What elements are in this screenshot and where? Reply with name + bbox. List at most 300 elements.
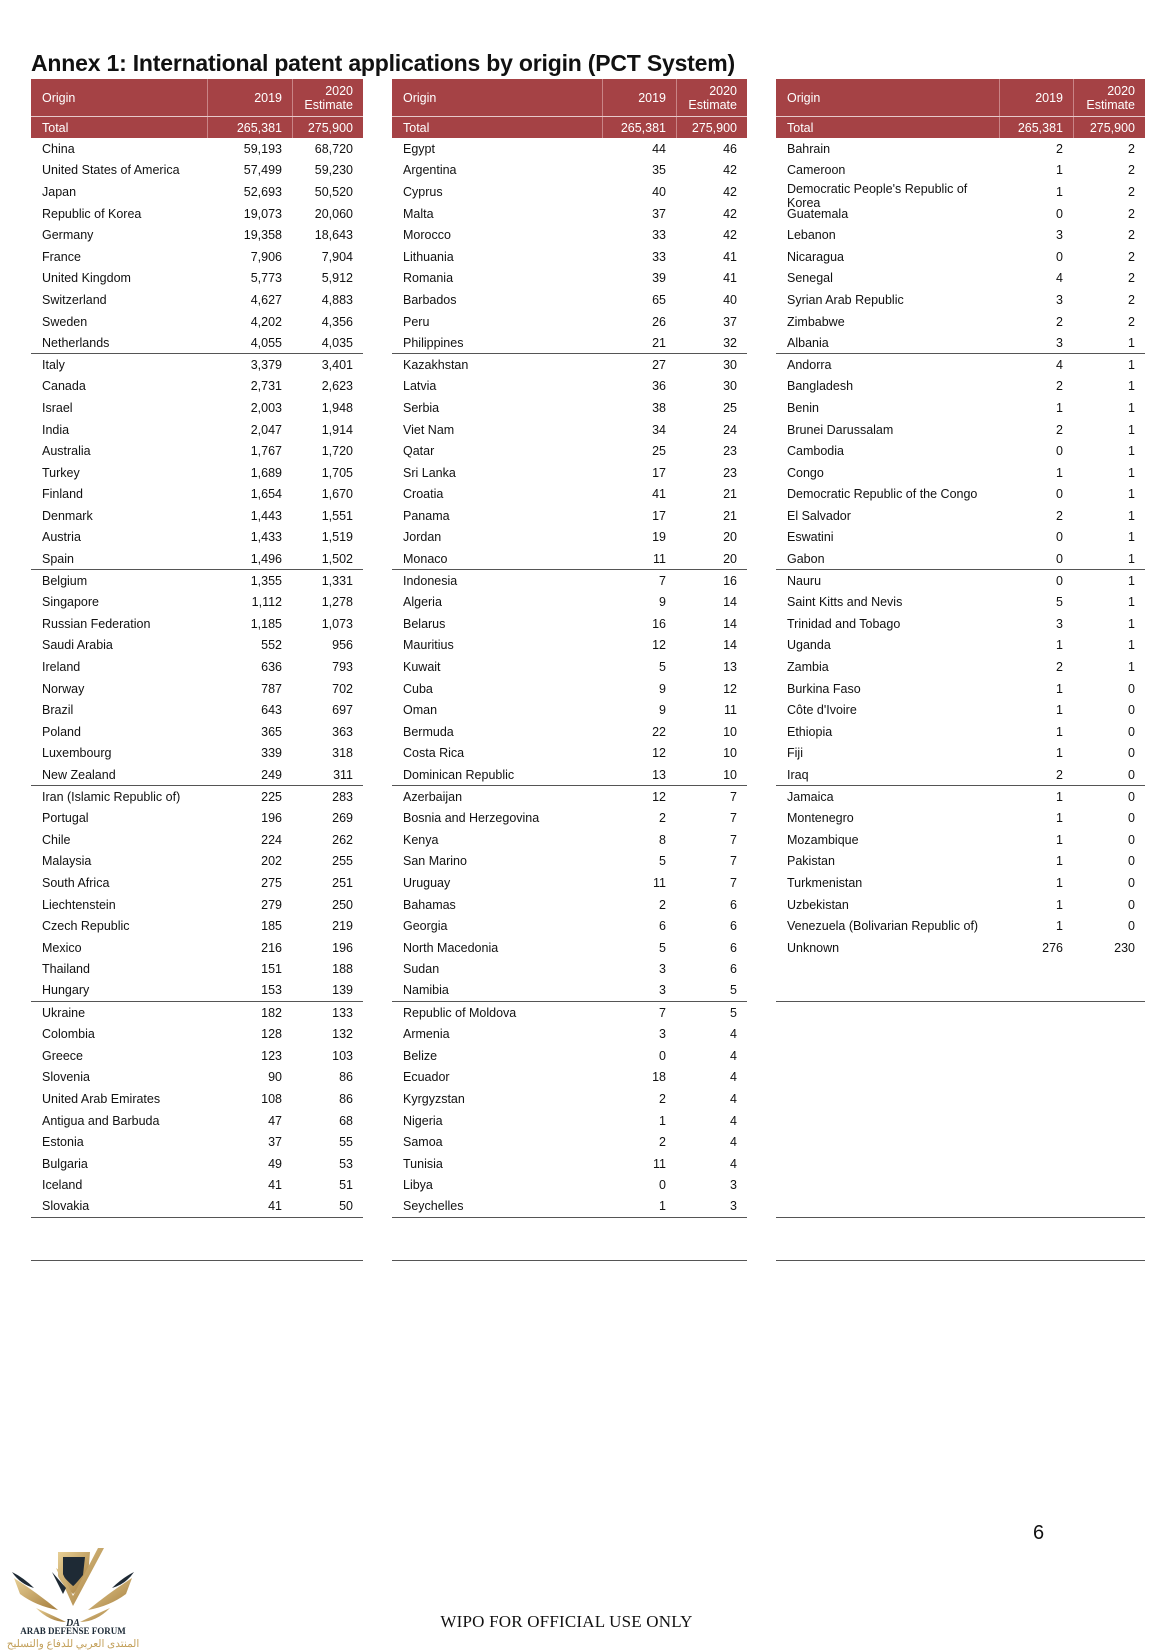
table-row	[31, 484, 363, 506]
table-row	[776, 354, 1145, 376]
cell-2020-estimate: 0	[1128, 854, 1135, 869]
cell-2020-estimate: 6	[730, 919, 737, 934]
cell-origin: Senegal	[787, 271, 833, 286]
cell-2019: 2	[1056, 141, 1063, 156]
table-row	[776, 203, 1145, 225]
cell-origin: Netherlands	[42, 335, 110, 350]
cell-2019: 1	[1056, 854, 1063, 869]
table-row	[776, 440, 1145, 462]
cell-2019: 1	[1056, 811, 1063, 826]
cell-origin: Bahamas	[403, 897, 456, 912]
table-row	[392, 764, 747, 786]
cell-2020-estimate: 363	[332, 724, 353, 739]
table-row	[31, 1002, 363, 1024]
cell-2019: 196	[261, 811, 282, 826]
cell-2019: 0	[1056, 573, 1063, 588]
column-header-2020-estimate: Estimate	[304, 97, 353, 112]
table-row	[31, 570, 363, 592]
cell-2020-estimate: 4	[730, 1070, 737, 1085]
cell-2019: 3	[1056, 335, 1063, 350]
cell-2019: 5,773	[250, 271, 282, 286]
cell-origin: Dominican Republic	[403, 767, 515, 782]
table-row	[392, 1218, 747, 1240]
table-row	[31, 656, 363, 678]
cell-2019: 44	[652, 141, 666, 156]
table-row	[31, 743, 363, 765]
table-row	[392, 224, 747, 246]
cell-2019: 39	[652, 271, 666, 286]
table-row	[776, 591, 1145, 613]
table-row	[392, 160, 747, 182]
cell-origin: Colombia	[42, 1027, 95, 1042]
table-row	[776, 1239, 1145, 1261]
cell-2020-estimate: 1	[1128, 335, 1135, 350]
cell-origin: Republic of Moldova	[403, 1005, 517, 1020]
table-row	[776, 980, 1145, 1002]
table-3	[776, 79, 1145, 1261]
cell-origin: Antigua and Barbuda	[42, 1113, 160, 1128]
cell-2019: 2,003	[250, 400, 282, 415]
cell-2020-estimate: 53	[339, 1156, 353, 1171]
table-row	[31, 397, 363, 419]
cell-origin: India	[42, 422, 70, 437]
cell-origin: Bangladesh	[787, 379, 854, 394]
cell-2020-estimate: 6	[730, 897, 737, 912]
cell-2019: 5	[1056, 595, 1063, 610]
cell-origin: Romania	[403, 271, 454, 286]
cell-origin: Luxembourg	[42, 746, 112, 761]
cell-origin: Cambodia	[787, 444, 844, 459]
table-row	[31, 1110, 363, 1132]
column-header-2019: 2019	[602, 79, 676, 116]
cell-2019: 19,358	[243, 228, 282, 243]
cell-origin: Latvia	[403, 379, 437, 394]
column-header-2020-estimate: Estimate	[688, 97, 737, 112]
table-header	[31, 79, 363, 117]
cell-2019: 276	[1042, 940, 1063, 955]
cell-origin: Sudan	[403, 962, 440, 977]
cell-2019: 108	[261, 1091, 282, 1106]
cell-2020-estimate: 4	[730, 1091, 737, 1106]
cell-2020-estimate: 311	[333, 767, 353, 782]
table-row	[776, 397, 1145, 419]
cell-2019: 3	[659, 962, 666, 977]
table-row	[392, 656, 747, 678]
table-row	[392, 1088, 747, 1110]
cell-2019: 0	[1056, 249, 1063, 264]
cell-origin: Ukraine	[42, 1005, 86, 1020]
cell-2020-estimate: 30	[723, 357, 737, 372]
column-header-origin: Origin	[403, 90, 437, 105]
cell-origin: Libya	[403, 1178, 433, 1193]
cell-origin: Egypt	[403, 141, 435, 156]
cell-2020-estimate: 1,551	[321, 508, 353, 523]
cell-2019: 7	[659, 573, 666, 588]
cell-2020-estimate: 46	[723, 141, 737, 156]
table-row	[776, 656, 1145, 678]
page-title: Annex 1: International patent applications by origin (PCT System)	[31, 50, 735, 76]
table-row	[31, 937, 363, 959]
cell-2020-estimate: 251	[332, 875, 353, 890]
cell-2019: 49	[268, 1156, 282, 1171]
cell-2019: 16	[652, 616, 666, 631]
table-row	[776, 160, 1145, 182]
table-row	[31, 440, 363, 462]
table-row	[392, 1175, 747, 1197]
table-row	[776, 937, 1145, 959]
table-row	[31, 268, 363, 290]
cell-2020-estimate: 0	[1128, 811, 1135, 826]
table-row	[31, 894, 363, 916]
cell-2020-estimate: 24	[723, 422, 737, 437]
table-row	[776, 419, 1145, 441]
table-row	[392, 332, 747, 354]
cell-origin: Lebanon	[787, 228, 836, 243]
arab-defense-forum-logo	[6, 1548, 140, 1652]
table-row	[31, 786, 363, 808]
cell-2020-estimate: 0	[1128, 875, 1135, 890]
table-row	[31, 1088, 363, 1110]
cell-2020-estimate: 956	[332, 638, 353, 653]
cell-2019: 4,202	[250, 314, 282, 329]
table-row	[392, 462, 747, 484]
cell-2019: 636	[261, 660, 282, 675]
total-label: Total	[42, 120, 69, 135]
column-header-2020-year: 2020	[709, 83, 737, 98]
cell-2019: 22	[652, 724, 666, 739]
cell-origin: Zimbabwe	[787, 314, 845, 329]
table-row	[392, 915, 747, 937]
cell-2020-estimate: 59,230	[314, 163, 353, 178]
cell-origin: Andorra	[787, 357, 832, 372]
cell-2019: 365	[261, 724, 282, 739]
cell-2019: 1	[1056, 897, 1063, 912]
cell-2019: 2	[1056, 767, 1063, 782]
cell-origin: Malaysia	[42, 854, 92, 869]
cell-origin: Saudi Arabia	[42, 638, 113, 653]
cell-2019: 1	[659, 1199, 666, 1214]
cell-2019: 202	[261, 854, 282, 869]
table-row	[31, 354, 363, 376]
table-header	[392, 79, 747, 117]
cell-2020-estimate: 283	[332, 789, 353, 804]
table-row	[776, 1002, 1145, 1024]
table-row	[31, 1196, 363, 1218]
table-row	[31, 1239, 363, 1261]
table-row	[31, 915, 363, 937]
cell-origin: Trinidad and Tobago	[787, 616, 901, 631]
cell-2019: 552	[261, 638, 282, 653]
cell-origin: Australia	[42, 444, 91, 459]
cell-2020-estimate: 2	[1128, 163, 1135, 178]
cell-2020-estimate: 10	[723, 724, 737, 739]
cell-origin: Nigeria	[403, 1113, 443, 1128]
cell-2020-estimate: 5,912	[321, 271, 353, 286]
cell-2019: 37	[652, 206, 666, 221]
cell-origin: Mozambique	[787, 832, 859, 847]
cell-2020-estimate: 3	[730, 1178, 737, 1193]
cell-origin: Brunei Darussalam	[787, 422, 894, 437]
cell-2020-estimate: 1,914	[321, 422, 353, 437]
table-row	[31, 160, 363, 182]
cell-2019: 2	[659, 1135, 666, 1150]
cell-2019: 2	[659, 897, 666, 912]
table-row	[776, 289, 1145, 311]
cell-origin: Oman	[403, 703, 438, 718]
table-row	[31, 678, 363, 700]
table-row	[31, 1218, 363, 1240]
cell-2019: 2	[1056, 508, 1063, 523]
table-row	[31, 1045, 363, 1067]
cell-2020-estimate: 133	[332, 1005, 353, 1020]
table-row	[392, 1023, 747, 1045]
cell-2019: 3	[659, 1027, 666, 1042]
cell-2019: 18	[652, 1070, 666, 1085]
cell-origin: Bahrain	[787, 141, 831, 156]
cell-2020-estimate: 55	[339, 1135, 353, 1150]
table-row	[392, 851, 747, 873]
total-row	[392, 117, 747, 138]
cell-origin: Iraq	[787, 767, 809, 782]
cell-2020-estimate: 50,520	[314, 184, 353, 199]
cell-2019: 1	[1056, 724, 1063, 739]
cell-origin: New Zealand	[42, 767, 116, 782]
total-2019: 265,381	[999, 117, 1073, 138]
cell-2019: 2	[1056, 660, 1063, 675]
cell-2020-estimate: 68	[339, 1113, 353, 1128]
cell-2020-estimate: 4,883	[321, 292, 353, 307]
cell-2020-estimate: 1	[1128, 487, 1135, 502]
cell-origin: Austria	[42, 530, 81, 545]
cell-origin: El Salvador	[787, 508, 851, 523]
cell-2019: 1	[1056, 832, 1063, 847]
cell-origin: Kuwait	[403, 660, 441, 675]
table-row	[392, 591, 747, 613]
cell-2019: 249	[261, 767, 282, 782]
cell-2019: 9	[659, 595, 666, 610]
table-row	[31, 959, 363, 981]
cell-origin: Ethiopia	[787, 724, 833, 739]
cell-2019: 38	[652, 400, 666, 415]
cell-2020-estimate: 0	[1128, 746, 1135, 761]
page-number: 6	[1033, 1522, 1045, 1544]
cell-2020-estimate: 0	[1128, 681, 1135, 696]
table-row	[392, 268, 747, 290]
table-row	[31, 311, 363, 333]
cell-2019: 1	[1056, 789, 1063, 804]
cell-2019: 182	[261, 1005, 282, 1020]
table-row	[392, 440, 747, 462]
cell-2019: 90	[268, 1070, 282, 1085]
cell-2020-estimate: 1	[1128, 660, 1135, 675]
cell-origin: Republic of Korea	[42, 206, 142, 221]
cell-origin: Malta	[403, 206, 434, 221]
cell-2020-estimate: 42	[723, 228, 737, 243]
cell-2019: 5	[659, 660, 666, 675]
cell-origin: Sri Lanka	[403, 465, 456, 480]
column-header-2019: 2019	[207, 79, 292, 116]
table-row	[392, 699, 747, 721]
cell-2020-estimate: 103	[332, 1048, 353, 1063]
cell-origin: Nauru	[787, 573, 822, 588]
cell-origin: North Macedonia	[403, 940, 499, 955]
column-header-2019: 2019	[999, 79, 1073, 116]
table-row	[392, 721, 747, 743]
cell-2020-estimate: 219	[332, 919, 353, 934]
cell-2020-estimate: 5	[730, 1005, 737, 1020]
table-row	[392, 1153, 747, 1175]
cell-2020-estimate: 7	[730, 811, 737, 826]
logo-emblem-icon	[6, 1548, 140, 1628]
cell-2020-estimate: 4,356	[321, 314, 353, 329]
table-row	[31, 1023, 363, 1045]
cell-origin: Canada	[42, 379, 86, 394]
cell-2019: 2,047	[250, 422, 282, 437]
table-row	[776, 311, 1145, 333]
cell-origin: Guatemala	[787, 206, 849, 221]
table-row	[392, 397, 747, 419]
cell-2019: 1,185	[250, 616, 282, 631]
cell-2020-estimate: 14	[723, 595, 737, 610]
cell-2020-estimate: 21	[723, 487, 737, 502]
table-row	[31, 138, 363, 160]
cell-origin: Armenia	[403, 1027, 450, 1042]
cell-origin: Namibia	[403, 983, 449, 998]
cell-2020-estimate: 1	[1128, 444, 1135, 459]
total-2020: 275,900	[1073, 117, 1145, 138]
total-row	[776, 117, 1145, 138]
cell-origin: Slovakia	[42, 1199, 90, 1214]
cell-2020-estimate: 1	[1128, 530, 1135, 545]
cell-2019: 57,499	[243, 163, 282, 178]
table-row	[776, 699, 1145, 721]
table-row	[776, 1110, 1145, 1132]
table-row	[392, 678, 747, 700]
table-row	[31, 548, 363, 570]
table-row	[776, 613, 1145, 635]
table-row	[31, 872, 363, 894]
cell-origin: Turkey	[42, 465, 80, 480]
cell-2019: 1,654	[250, 487, 282, 502]
cell-2020-estimate: 42	[723, 184, 737, 199]
cell-origin: China	[42, 141, 75, 156]
cell-origin: Japan	[42, 184, 77, 199]
cell-2020-estimate: 4,035	[321, 335, 353, 350]
cell-2020-estimate: 18,643	[314, 228, 353, 243]
cell-origin: Democratic Republic of the Congo	[787, 487, 978, 502]
table-row	[31, 181, 363, 203]
cell-origin: Barbados	[403, 292, 457, 307]
cell-2020-estimate: 42	[723, 163, 737, 178]
cell-2019: 19,073	[243, 206, 282, 221]
table-row	[776, 829, 1145, 851]
cell-2019: 4	[1056, 271, 1063, 286]
table-row	[31, 721, 363, 743]
column-header-2020	[676, 79, 747, 116]
table-row	[392, 894, 747, 916]
cell-2019: 643	[261, 703, 282, 718]
cell-2020-estimate: 3	[730, 1199, 737, 1214]
cell-2019: 5	[659, 940, 666, 955]
cell-2020-estimate: 6	[730, 940, 737, 955]
table-row	[392, 980, 747, 1002]
cell-origin: Ireland	[42, 660, 81, 675]
cell-origin: Thailand	[42, 962, 90, 977]
column-header-2020-estimate: Estimate	[1086, 97, 1135, 112]
total-2020: 275,900	[676, 117, 747, 138]
cell-2020-estimate: 1,948	[321, 400, 353, 415]
table-row	[392, 1067, 747, 1089]
cell-2020-estimate: 0	[1128, 832, 1135, 847]
cell-2019: 2	[1056, 314, 1063, 329]
cell-origin: Samoa	[403, 1135, 443, 1150]
cell-2019: 787	[261, 681, 282, 696]
cell-2020-estimate: 318	[332, 746, 353, 761]
cell-2020-estimate: 1	[1128, 465, 1135, 480]
table-row	[31, 699, 363, 721]
table-row	[392, 181, 747, 203]
cell-2019: 151	[261, 962, 282, 977]
table-row	[31, 1067, 363, 1089]
cell-origin: Syrian Arab Republic	[787, 292, 904, 307]
table-row	[776, 570, 1145, 592]
table-body	[392, 138, 747, 1261]
table-row	[776, 484, 1145, 506]
cell-2020-estimate: 255	[332, 854, 353, 869]
logo-text-english: ARAB DEFENSE FORUM	[20, 1626, 126, 1636]
table-row	[31, 224, 363, 246]
cell-2019: 12	[652, 746, 666, 761]
cell-2019: 216	[261, 940, 282, 955]
cell-2019: 65	[652, 292, 666, 307]
cell-origin: Tunisia	[403, 1156, 443, 1171]
cell-2020-estimate: 188	[332, 962, 353, 977]
cell-2019: 12	[652, 789, 666, 804]
cell-origin: Mauritius	[403, 638, 454, 653]
cell-origin: Seychelles	[403, 1199, 464, 1214]
table-row	[776, 1196, 1145, 1218]
cell-2020-estimate: 1,073	[321, 616, 353, 631]
cell-2020-estimate: 1,670	[321, 487, 353, 502]
table-row	[31, 419, 363, 441]
cell-2019: 224	[261, 832, 282, 847]
cell-2019: 2,731	[250, 379, 282, 394]
cell-origin: Turkmenistan	[787, 875, 863, 890]
column-header-2020	[292, 79, 363, 116]
table-row	[392, 1196, 747, 1218]
cell-origin: Peru	[403, 314, 430, 329]
table-row	[776, 807, 1145, 829]
cell-2020-estimate: 2	[1128, 314, 1135, 329]
cell-2019: 47	[268, 1113, 282, 1128]
column-header-2020-year: 2020	[325, 83, 353, 98]
cell-2020-estimate: 793	[332, 660, 353, 675]
cell-2020-estimate: 4	[730, 1135, 737, 1150]
cell-origin: Montenegro	[787, 811, 854, 826]
table-row	[392, 203, 747, 225]
table-row	[776, 181, 1145, 211]
table-row	[31, 829, 363, 851]
cell-2020-estimate: 20	[723, 551, 737, 566]
cell-2019: 1,112	[251, 595, 282, 610]
table-row	[392, 138, 747, 160]
cell-origin: Georgia	[403, 919, 448, 934]
cell-2019: 7,906	[250, 249, 282, 264]
cell-2019: 3	[1056, 616, 1063, 631]
cell-2020-estimate: 139	[332, 983, 353, 998]
cell-2020-estimate: 50	[339, 1199, 353, 1214]
cell-origin: San Marino	[403, 854, 467, 869]
